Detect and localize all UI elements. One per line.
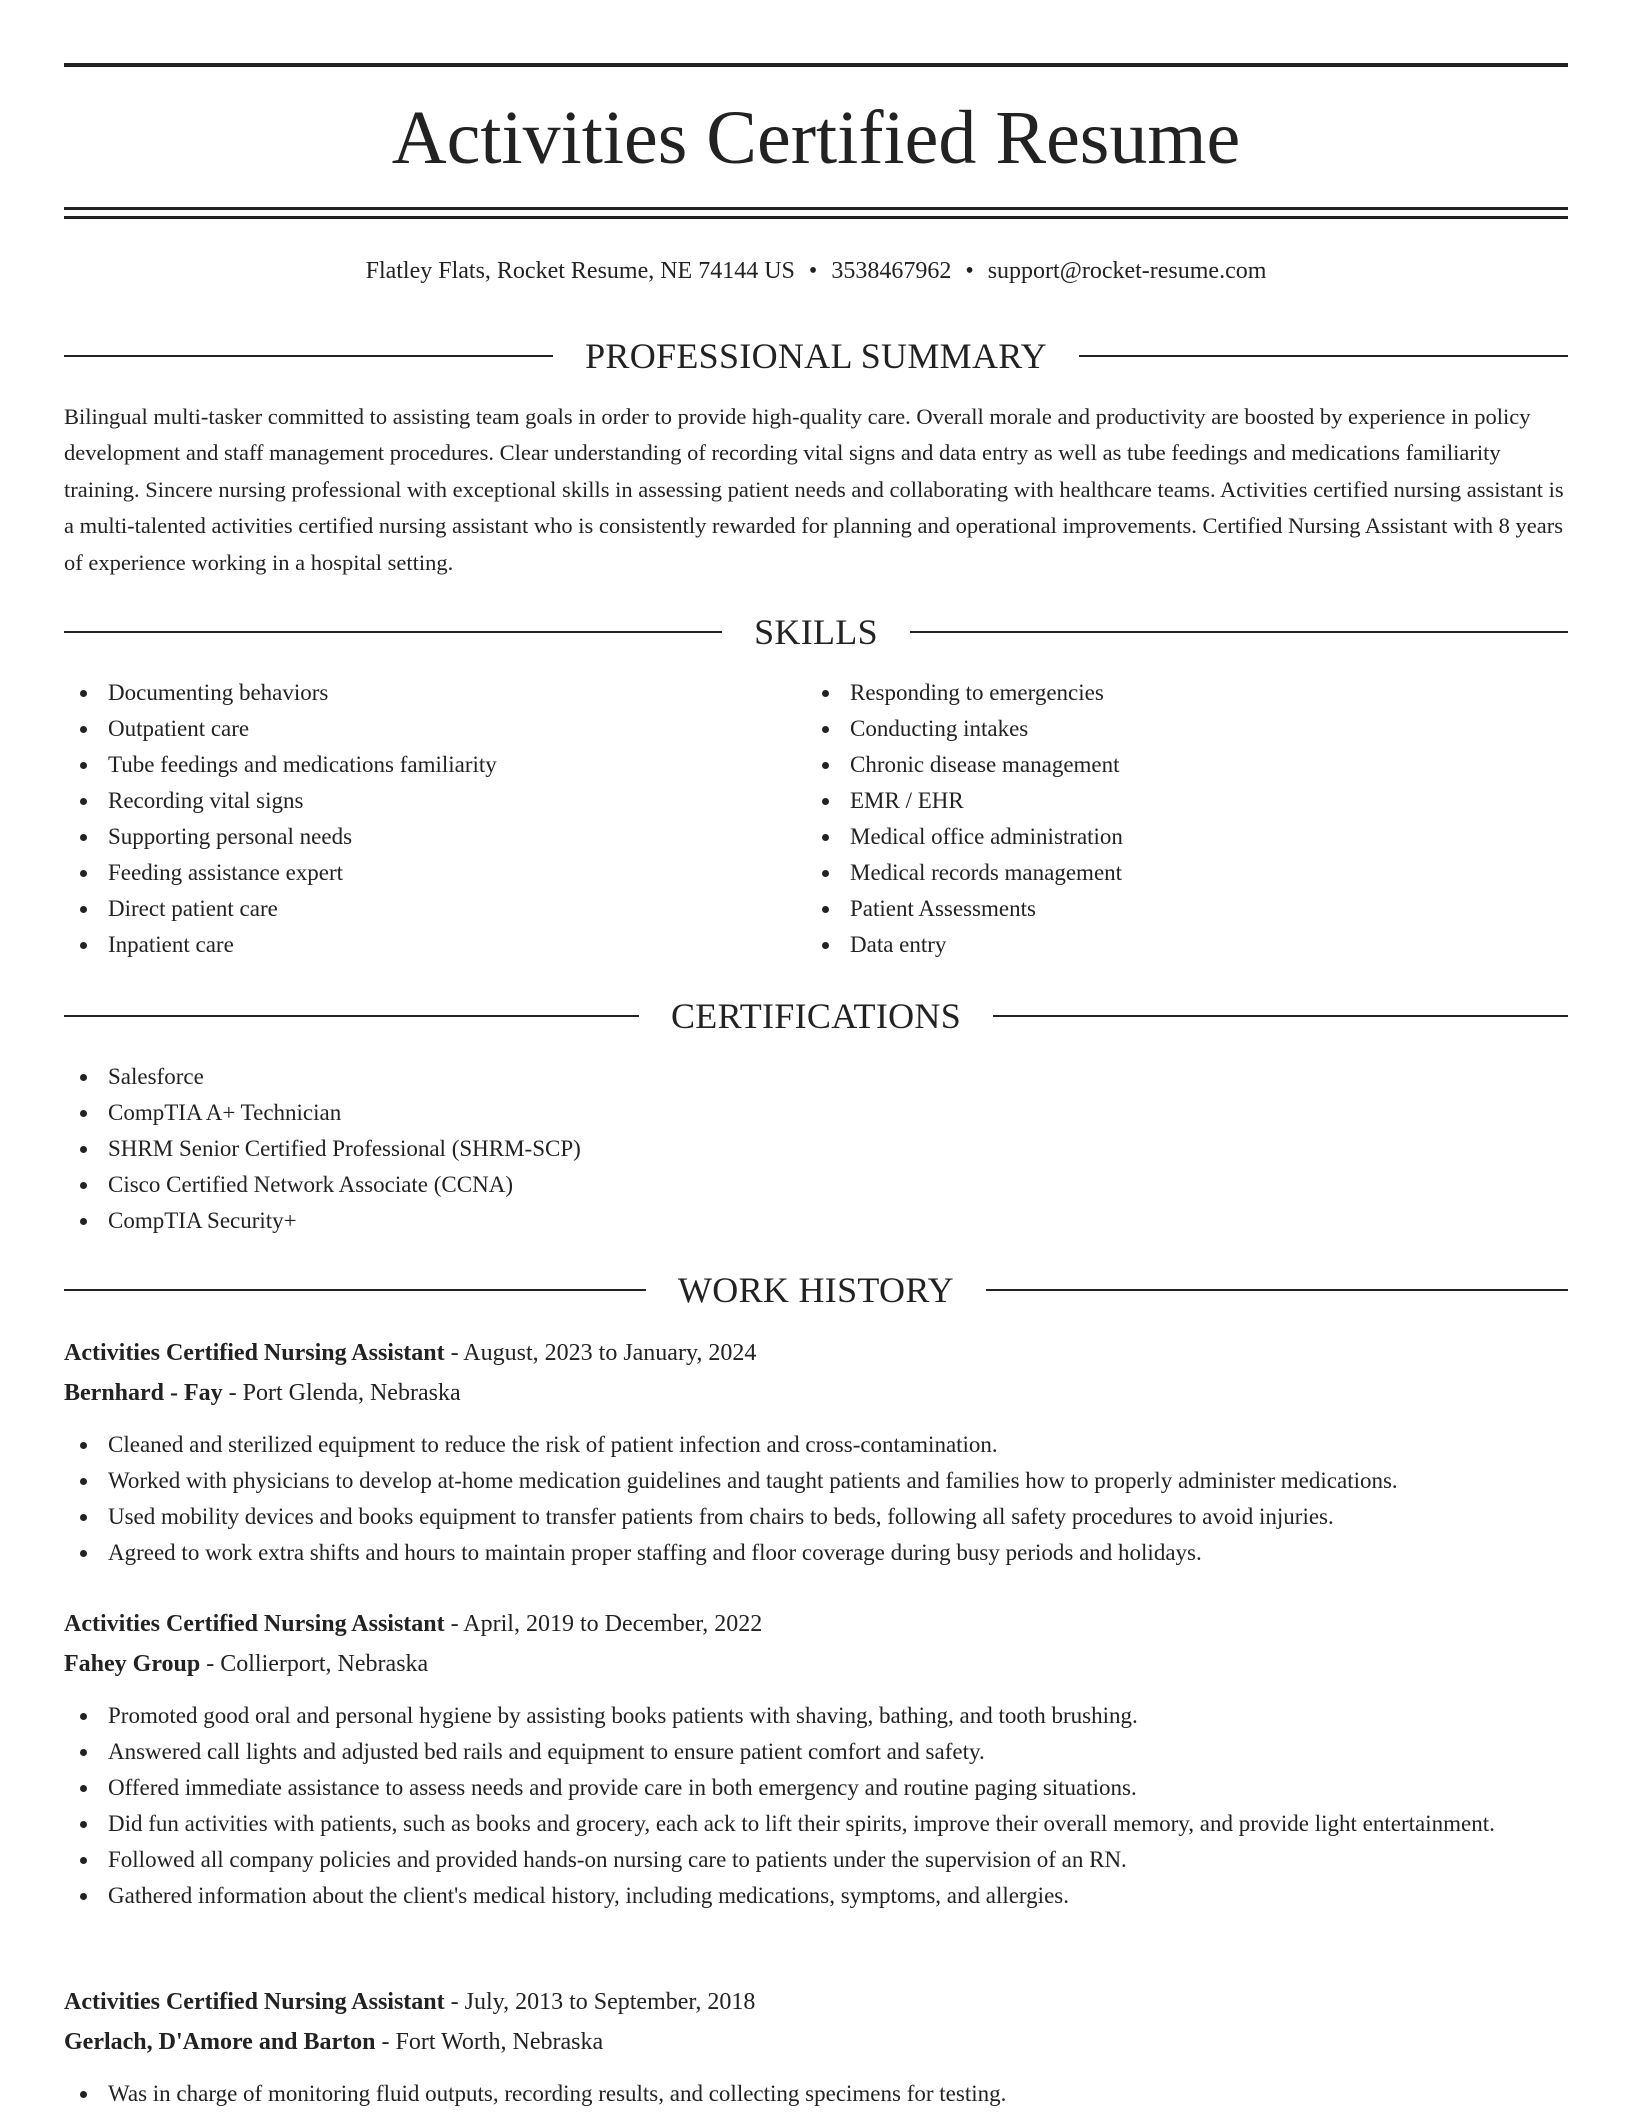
section-rule-right xyxy=(993,1015,1568,1017)
section-header-work-history xyxy=(64,1268,1568,1312)
section-header-summary xyxy=(64,334,1568,378)
skill-item: Medical office administration xyxy=(806,819,1506,855)
section-title-skills: SKILLS xyxy=(754,612,878,652)
skill-item: Responding to emergencies xyxy=(806,675,1506,711)
job-bullets xyxy=(64,1698,1568,1914)
job-role-line xyxy=(64,1984,1568,2024)
job-company-line xyxy=(64,1646,1568,1686)
job-bullet-item: Agreed to work extra shifts and hours to maintain proper staffing and floor coverage during busy periods and holidays. xyxy=(64,1535,1568,1571)
skill-item: EMR / EHR xyxy=(806,783,1506,819)
contact-phone: 3538467962 xyxy=(831,258,952,284)
job-bullet-item: Cleaned and sterilized equipment to reduce the risk of patient infection and cross-contamination. xyxy=(64,1427,1568,1463)
skill-item: Conducting intakes xyxy=(806,711,1506,747)
top-rule xyxy=(64,63,1568,67)
job-role: Activities Certified Nursing Assistant xyxy=(64,1989,445,2015)
job-company-line xyxy=(64,1375,1568,1415)
section-rule-left xyxy=(64,1289,646,1291)
job-dates: - April, 2019 to December, 2022 xyxy=(444,1611,763,1637)
section-rule-left xyxy=(64,1015,639,1017)
skill-item: Feeding assistance expert xyxy=(64,855,764,891)
job-entry-3 xyxy=(64,1984,1568,2112)
job-dates: - August, 2023 to January, 2024 xyxy=(444,1340,757,1366)
job-bullet-item: Was in charge of monitoring fluid outputs, recording results, and collecting specimens for testing. xyxy=(64,2076,1568,2112)
skills-list-left xyxy=(64,675,764,963)
job-company: Bernhard - Fay xyxy=(64,1380,223,1406)
section-rule-left xyxy=(64,355,553,357)
job-role: Activities Certified Nursing Assistant xyxy=(64,1611,445,1637)
job-location: - Collierport, Nebraska xyxy=(200,1651,429,1677)
skill-item: Tube feedings and medications familiarity xyxy=(64,747,764,783)
job-location: - Port Glenda, Nebraska xyxy=(222,1380,461,1406)
job-location: - Fort Worth, Nebraska xyxy=(375,2029,604,2055)
section-title-work-history: WORK HISTORY xyxy=(678,1270,954,1310)
skill-item: Outpatient care xyxy=(64,711,764,747)
contact-line xyxy=(64,254,1568,288)
skills-list-right xyxy=(806,675,1506,963)
skill-item: Direct patient care xyxy=(64,891,764,927)
contact-address: Flatley Flats, Rocket Resume, NE 74144 US xyxy=(365,258,795,284)
job-role-line xyxy=(64,1335,1568,1375)
job-bullet-item: Gathered information about the client's medical history, including medications, symptoms, and allergies. xyxy=(64,1878,1568,1914)
skill-item: Medical records management xyxy=(806,855,1506,891)
job-bullet-item: Used mobility devices and books equipment to transfer patients from chairs to beds, following all safety procedures to avoid injuries. xyxy=(64,1499,1568,1535)
resume-title: Activities Certified Resume xyxy=(391,96,1241,180)
certifications-list xyxy=(64,1059,1568,1239)
job-bullet-item: Answered call lights and adjusted bed rails and equipment to ensure patient comfort and safety. xyxy=(64,1734,1568,1770)
contact-email: support@rocket-resume.com xyxy=(987,258,1267,284)
job-bullets xyxy=(64,2076,1568,2112)
summary-paragraph: Bilingual multi-tasker committed to assisting team goals in order to provide high-quality care. Overall morale and productivity are boosted by experience in policy development and staff management procedures. Clear understanding of recording vital signs and data entry as well as tube feedings and medications familiarity training. Sincere nursing professional with exceptional skills in assessing patient needs and collaborating with healthcare teams. Activities certified nursing assistant is a multi-talented activities certified nursing assistant who is consistently rewarded for planning and operational improvements. Certified Nursing Assistant with 8 years of experience working in a hospital setting. xyxy=(64,404,1564,575)
skill-item: Data entry xyxy=(806,927,1506,963)
job-role-line xyxy=(64,1606,1568,1646)
certification-item: CompTIA Security+ xyxy=(64,1203,1568,1239)
job-bullet-item: Did fun activities with patients, such as books and grocery, each ack to lift their spirits, improve their overall memory, and provide light entertainment. xyxy=(64,1806,1568,1842)
skill-item: Documenting behaviors xyxy=(64,675,764,711)
job-bullet-item: Promoted good oral and personal hygiene by assisting books patients with shaving, bathing, and tooth brushing. xyxy=(64,1698,1568,1734)
title-rule-lower xyxy=(64,216,1568,219)
job-bullets xyxy=(64,1427,1568,1571)
job-dates: - July, 2013 to September, 2018 xyxy=(444,1989,756,2015)
job-entry-2 xyxy=(64,1606,1568,1914)
skill-item: Recording vital signs xyxy=(64,783,764,819)
skill-item: Patient Assessments xyxy=(806,891,1506,927)
section-title-certifications: CERTIFICATIONS xyxy=(670,996,962,1036)
certification-item: Salesforce xyxy=(64,1059,1568,1095)
section-rule-right xyxy=(910,631,1568,633)
section-header-skills xyxy=(64,610,1568,654)
skill-item: Chronic disease management xyxy=(806,747,1506,783)
job-company-line xyxy=(64,2024,1568,2064)
job-bullet-item: Followed all company policies and provided hands-on nursing care to patients under the supervision of an RN. xyxy=(64,1842,1568,1878)
certification-item: SHRM Senior Certified Professional (SHRM-SCP) xyxy=(64,1131,1568,1167)
job-bullet-item: Worked with physicians to develop at-home medication guidelines and taught patients and families how to properly administer medications. xyxy=(64,1463,1568,1499)
section-rule-left xyxy=(64,631,722,633)
contact-separator: • xyxy=(965,258,974,284)
job-bullet-item: Offered immediate assistance to assess needs and provide care in both emergency and routine paging situations. xyxy=(64,1770,1568,1806)
section-rule-right xyxy=(986,1289,1568,1291)
certification-item: Cisco Certified Network Associate (CCNA) xyxy=(64,1167,1568,1203)
job-company: Fahey Group xyxy=(64,1651,201,1677)
section-title-summary: PROFESSIONAL SUMMARY xyxy=(585,336,1047,376)
section-header-certifications xyxy=(64,994,1568,1038)
job-company: Gerlach, D'Amore and Barton xyxy=(64,2029,376,2055)
skill-item: Inpatient care xyxy=(64,927,764,963)
job-role: Activities Certified Nursing Assistant xyxy=(64,1340,445,1366)
certification-item: CompTIA A+ Technician xyxy=(64,1095,1568,1131)
section-rule-right xyxy=(1079,355,1568,357)
title-rule-upper xyxy=(64,207,1568,210)
skill-item: Supporting personal needs xyxy=(64,819,764,855)
job-entry-1 xyxy=(64,1335,1568,1571)
contact-separator: • xyxy=(808,258,818,284)
